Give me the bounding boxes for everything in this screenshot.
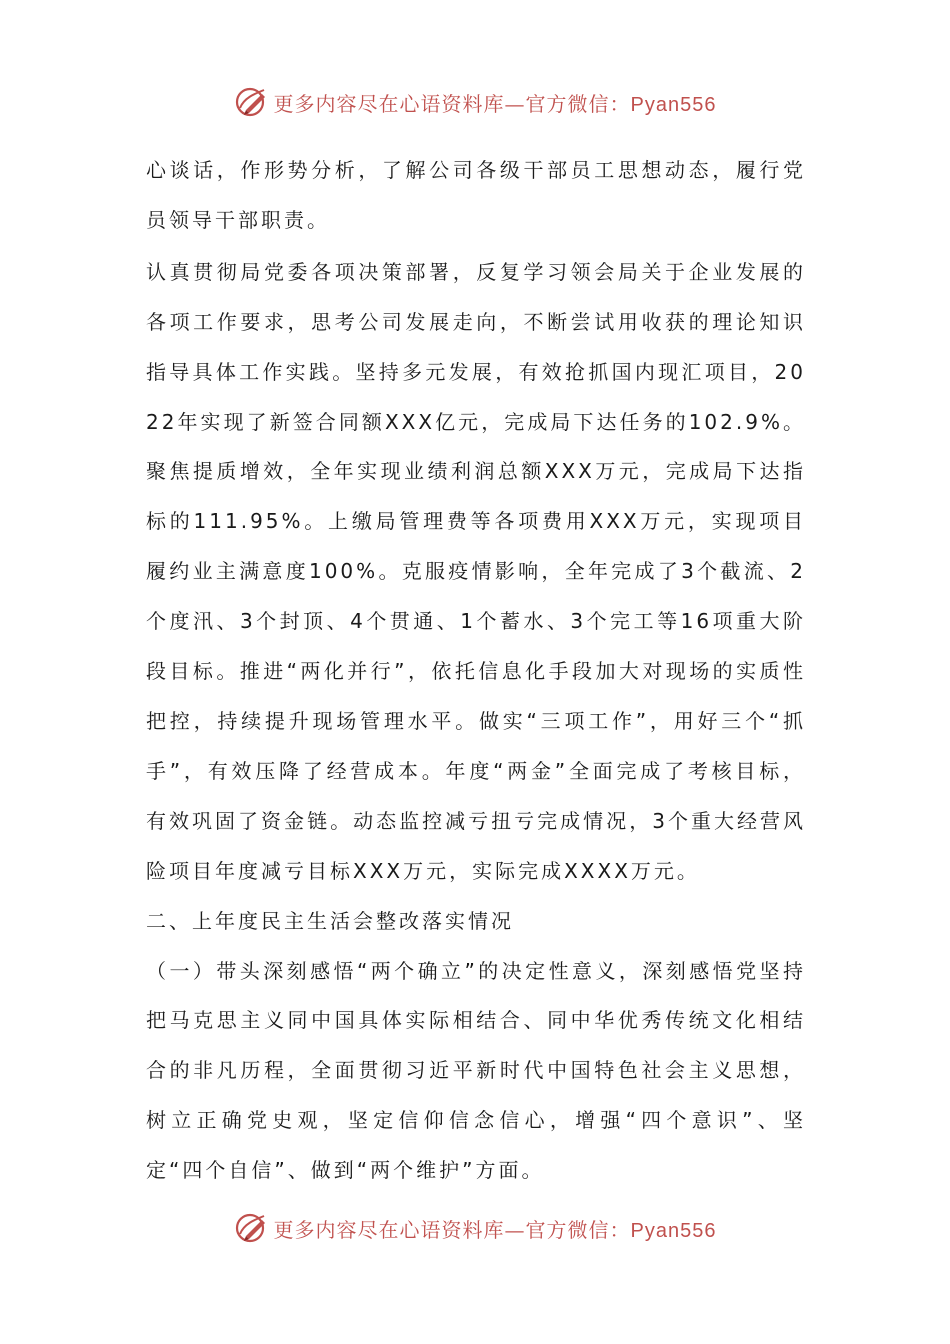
watermark-text: 更多内容尽在心语资料库—官方微信：Pyan556 — [273, 91, 717, 116]
paragraph-continuation: 心谈话，作形势分析，了解公司各级干部员工思想动态，履行党员领导干部职责。 — [146, 158, 806, 232]
document-body — [146, 146, 806, 1196]
paragraph-item-one: （一）带头深刻感悟“两个确立”的决定性意义，深刻感悟党坚持把马克思主义同中国具体实际相结合、同中华优秀传统文化相结合的非凡历程，全面贯彻习近平新时代中国特色社会主义思想，树立正确党史观，坚定信仰信念信心，增强“四个意识”、坚定“四个自信”、做到“两个维护”方面。 — [146, 958, 806, 1183]
pen-logo-icon — [234, 84, 270, 120]
paragraph-work-summary: 认真贯彻局党委各项决策部署，反复学习领会局关于企业发展的各项工作要求，思考公司发展走向，不断尝试用收获的理论知识指导具体工作实践。坚持多元发展，有效抢抓国内现汇项目，2022年实现了新签合同额XXX亿元，完成局下达任务的102.9%。聚焦提质增效，全年实现业绩利润总额XXX万元，完成局下达指标的111.95%。上缴局管理费等各项费用XXX万元，实现项目履约业主满意度100%。克服疫情影响，全年完成了3个截流、2个度汛、3个封顶、4个贯通、1个蓄水、3个完工等16项重大阶段目标。推进“两化并行”，依托信息化手段加大对现场的实质性把控，持续提升现场管理水平。做实“三项工作”，用好三个“抓手”，有效压降了经营成本。年度“两金”全面完成了考核目标，有效巩固了资金链。动态监控减亏扭亏完成情况，3个重大经营风险项目年度减亏目标XXX万元，实际完成XXXX万元。 — [146, 259, 806, 883]
section-heading: 二、上年度民主生活会整改落实情况 — [146, 908, 514, 933]
footer-watermark — [0, 1210, 950, 1246]
watermark-text: 更多内容尽在心语资料库—官方微信：Pyan556 — [273, 1217, 717, 1242]
watermark-id: Pyan556 — [630, 1219, 717, 1242]
header-watermark — [0, 84, 950, 120]
pen-logo-icon — [234, 1210, 270, 1246]
watermark-id: Pyan556 — [630, 93, 717, 116]
